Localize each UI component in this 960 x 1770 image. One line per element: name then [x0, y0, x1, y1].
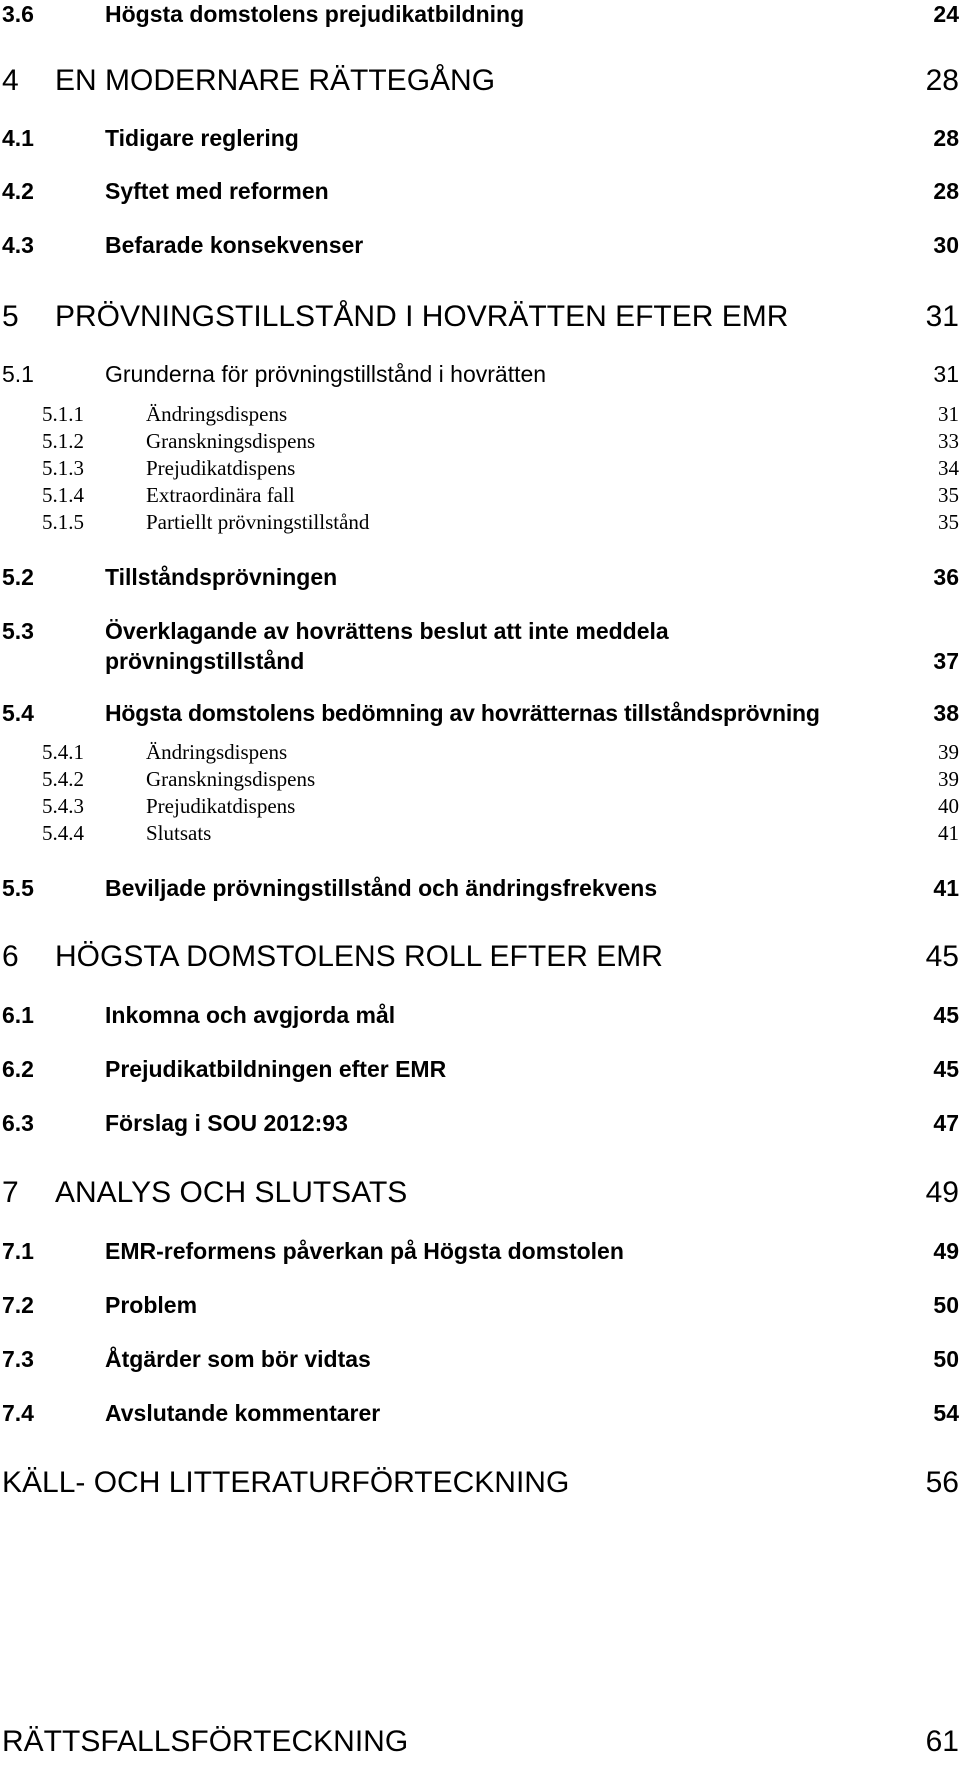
toc-title: Granskningsdispens [146, 767, 316, 791]
toc-entry-6-1[interactable] [0, 1001, 960, 1029]
toc-number: 5.4.4 [42, 821, 84, 845]
toc-number: 5.4.2 [42, 767, 84, 791]
toc-page: 45 [925, 940, 959, 973]
toc-title: HÖGSTA DOMSTOLENS ROLL EFTER EMR [55, 940, 663, 973]
toc-number: 5.1.4 [42, 483, 84, 507]
toc-entry-5-1-1[interactable] [0, 402, 960, 427]
toc-number: 6 [2, 940, 19, 973]
toc-title: Ändringsdispens [146, 740, 288, 764]
toc-page: 28 [933, 125, 959, 151]
toc-title: Åtgärder som bör vidtas [105, 1346, 371, 1372]
toc-number: 5.1 [2, 361, 34, 387]
toc-entry-5-1-2[interactable] [0, 429, 960, 454]
toc-entry-3-6[interactable] [0, 0, 960, 28]
toc-entry-7-3[interactable] [0, 1345, 960, 1373]
toc-entry-5-4-4[interactable] [0, 821, 960, 846]
toc-title: Tidigare reglering [105, 125, 299, 151]
toc-entry-4-2[interactable] [0, 177, 960, 205]
toc-page: 41 [933, 875, 959, 901]
toc-title: Prejudikatdispens [146, 456, 296, 480]
toc-entry-7-4[interactable] [0, 1399, 960, 1427]
toc-title: EMR-reformens påverkan på Högsta domstolen [105, 1238, 624, 1264]
toc-number: 7.1 [2, 1238, 34, 1264]
toc-title: Syftet med reformen [105, 178, 329, 204]
toc-title: Inkomna och avgjorda mål [105, 1002, 396, 1028]
toc-page: 41 [938, 821, 959, 845]
toc-title: Högsta domstolens prejudikatbildning [105, 1, 525, 27]
toc-number: 7.2 [2, 1292, 34, 1318]
toc-title: Högsta domstolens bedömning av hovrätternas tillståndsprövning [105, 700, 820, 726]
toc-chapter-7[interactable] [0, 1176, 960, 1210]
toc-number: 5.5 [2, 875, 34, 901]
toc-entry-5-4-3[interactable] [0, 794, 960, 819]
toc-entry-5-3[interactable] [0, 617, 960, 677]
toc-title: Ändringsdispens [146, 402, 288, 426]
toc-entry-6-2[interactable] [0, 1055, 960, 1083]
toc-number: 7.3 [2, 1346, 34, 1372]
toc-number: 4.2 [2, 178, 34, 204]
toc-page: 28 [925, 64, 959, 97]
toc-number: 5.1.1 [42, 402, 84, 426]
toc-entry-4-1[interactable] [0, 124, 960, 152]
toc-page: 49 [925, 1176, 959, 1209]
toc-title: PRÖVNINGSTILLSTÅND I HOVRÄTTEN EFTER EMR [55, 300, 789, 333]
toc-kall-och-litteraturforteckning[interactable] [0, 1466, 960, 1500]
toc-title: EN MODERNARE RÄTTEGÅNG [55, 64, 496, 97]
toc-entry-4-3[interactable] [0, 231, 960, 259]
toc-page: 35 [938, 483, 959, 507]
toc-entry-5-1[interactable] [0, 360, 960, 388]
toc-title-continued: prövningstillstånd [105, 648, 305, 674]
toc-page: 47 [933, 1110, 959, 1136]
toc-title: Beviljade prövningstillstånd och ändringsfrekvens [105, 875, 658, 901]
toc-number: 5.4.1 [42, 740, 84, 764]
toc-entry-7-2[interactable] [0, 1291, 960, 1319]
toc-chapter-4[interactable] [0, 64, 960, 98]
toc-title: Slutsats [146, 821, 212, 845]
toc-entry-5-4[interactable] [0, 699, 960, 727]
toc-page: 34 [938, 456, 959, 480]
toc-page: 24 [933, 1, 959, 27]
toc-page: 36 [933, 564, 959, 590]
toc-number: 4.1 [2, 125, 34, 151]
toc-page: 38 [933, 700, 959, 726]
toc-number: 4 [2, 64, 19, 97]
toc-title: Förslag i SOU 2012:93 [105, 1110, 348, 1136]
toc-number: 7.4 [2, 1400, 34, 1426]
toc-title: KÄLL- OCH LITTERATURFÖRTECKNING [2, 1466, 570, 1499]
toc-page: 50 [933, 1292, 959, 1318]
toc-entry-7-1[interactable] [0, 1237, 960, 1265]
toc-entry-5-4-1[interactable] [0, 740, 960, 765]
toc-page: 33 [938, 429, 959, 453]
toc-title: RÄTTSFALLSFÖRTECKNING [2, 1725, 409, 1758]
toc-title: Överklagande av hovrättens beslut att inte meddela [105, 618, 669, 644]
toc-entry-5-5[interactable] [0, 874, 960, 902]
toc-page: 39 [938, 740, 959, 764]
toc-number: 6.3 [2, 1110, 34, 1136]
toc-entry-6-3[interactable] [0, 1109, 960, 1137]
toc-page: 56 [925, 1466, 959, 1499]
toc-page: 40 [938, 794, 959, 818]
toc-page: 31 [925, 300, 959, 333]
toc-title: Tillståndsprövningen [105, 564, 338, 590]
toc-number: 6.1 [2, 1002, 34, 1028]
toc-title: Prejudikatbildningen efter EMR [105, 1056, 447, 1082]
toc-title: Avslutande kommentarer [105, 1400, 381, 1426]
toc-number: 5.4 [2, 700, 34, 726]
toc-title: ANALYS OCH SLUTSATS [55, 1176, 408, 1209]
toc-number: 3.6 [2, 1, 34, 27]
toc-rattsfallsforteckning[interactable] [0, 1725, 960, 1759]
toc-entry-5-2[interactable] [0, 563, 960, 591]
toc-title: Grunderna för prövningstillstånd i hovrätten [105, 361, 547, 387]
toc-page: 31 [938, 402, 959, 426]
toc-title: Prejudikatdispens [146, 794, 296, 818]
toc-chapter-5[interactable] [0, 300, 960, 334]
toc-number: 5.1.3 [42, 456, 84, 480]
toc-page: 28 [933, 178, 959, 204]
toc-page: 39 [938, 767, 959, 791]
toc-title: Problem [105, 1292, 198, 1318]
toc-number: 5.1.5 [42, 510, 84, 534]
toc-page: 37 [933, 648, 959, 674]
toc-entry-5-1-3[interactable] [0, 456, 960, 481]
toc-page: 61 [925, 1725, 959, 1758]
toc-page: 50 [933, 1346, 959, 1372]
toc-page: 30 [933, 232, 959, 258]
toc-page: 45 [933, 1002, 959, 1028]
toc-title: Granskningsdispens [146, 429, 316, 453]
toc-chapter-6[interactable] [0, 940, 960, 974]
toc-page: 45 [933, 1056, 959, 1082]
toc-title: Extraordinära fall [146, 483, 295, 507]
toc-title: Befarade konsekvenser [105, 232, 364, 258]
toc-title: Partiellt prövningstillstånd [146, 510, 370, 534]
toc-page: 49 [933, 1238, 959, 1264]
toc-entry-5-1-4[interactable] [0, 483, 960, 508]
toc-page: 31 [933, 361, 959, 387]
toc-entry-5-1-5[interactable] [0, 510, 960, 535]
toc-number: 4.3 [2, 232, 34, 258]
toc-number: 6.2 [2, 1056, 34, 1082]
toc-entry-5-4-2[interactable] [0, 767, 960, 792]
toc-page: 35 [938, 510, 959, 534]
toc-number: 5 [2, 300, 19, 333]
toc-number: 5.2 [2, 564, 34, 590]
toc-number: 7 [2, 1176, 19, 1209]
toc-page: 54 [933, 1400, 959, 1426]
toc-number: 5.3 [2, 618, 34, 644]
toc-number: 5.4.3 [42, 794, 84, 818]
toc-number: 5.1.2 [42, 429, 84, 453]
